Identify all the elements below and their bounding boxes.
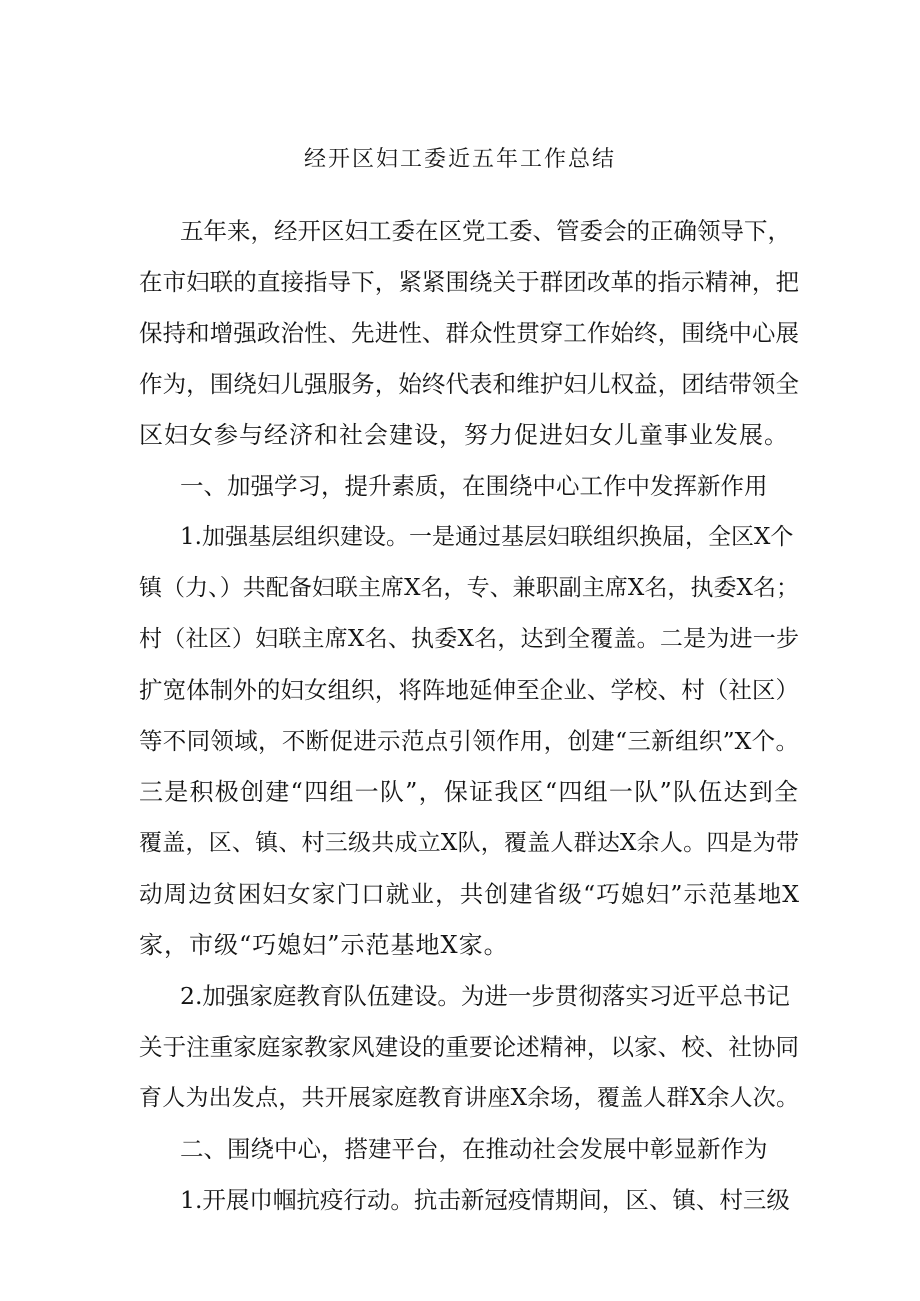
body-line: 镇（力、）共配备妇联主席X名，专、兼职副主席X名，执委X名； <box>139 575 799 601</box>
body-line: 覆盖，区、镇、村三级共成立X队，覆盖人群达X余人。四是为带 <box>139 830 799 856</box>
body-line: 三是积极创建“四组一队”，保证我区“四组一队”队伍达到全 <box>139 778 799 806</box>
subsection-line: 1.开展巾帼抗疫行动。抗击新冠疫情期间，区、镇、村三级 <box>180 1186 790 1214</box>
body-line: 家，市级“巧媳妇”示范基地X家。 <box>139 931 509 959</box>
body-line: 村（社区）妇联主席X名、执委X名，达到全覆盖。二是为进一步 <box>139 626 799 652</box>
section-heading: 二、围绕中心，搭建平台，在推动社会发展中彰显新作为 <box>180 1135 768 1163</box>
section-heading: 一、加强学习，提升素质，在围绕中心工作中发挥新作用 <box>180 472 768 500</box>
body-line: 五年来，经开区妇工委在区党工委、管委会的正确领导下， <box>180 217 791 245</box>
body-line: 在市妇联的直接指导下，紧紧围绕关于群团改革的指示精神，把 <box>139 268 799 296</box>
body-line: 扩宽体制外的妇女组织，将阵地延伸至企业、学校、村（社区） <box>139 676 799 704</box>
body-line: 保持和增强政治性、先进性、群众性贯穿工作始终，围绕中心展 <box>139 319 799 347</box>
document-title: 经开区妇工委近五年工作总结 <box>303 147 616 172</box>
body-line: 作为，围绕妇儿强服务，始终代表和维护妇儿权益，团结带领全 <box>139 370 799 398</box>
body-line: 区妇女参与经济和社会建设，努力促进妇女儿童事业发展。 <box>139 421 789 449</box>
body-line: 等不同领域，不断促进示范点引领作用，创建“三新组织”X个。 <box>139 727 799 755</box>
body-line: 育人为出发点，共开展家庭教育讲座X余场，覆盖人群X余人次。 <box>139 1085 799 1111</box>
body-line: 动周边贫困妇女家门口就业，共创建省级“巧媳妇”示范基地X <box>139 880 799 908</box>
body-line: 关于注重家庭家教家风建设的重要论述精神，以家、校、社协同 <box>139 1033 799 1061</box>
subsection-line: 1.加强基层组织建设。一是通过基层妇联组织换届，全区X个 <box>180 524 794 550</box>
subsection-line: 2.加强家庭教育队伍建设。为进一步贯彻落实习近平总书记 <box>180 982 790 1010</box>
